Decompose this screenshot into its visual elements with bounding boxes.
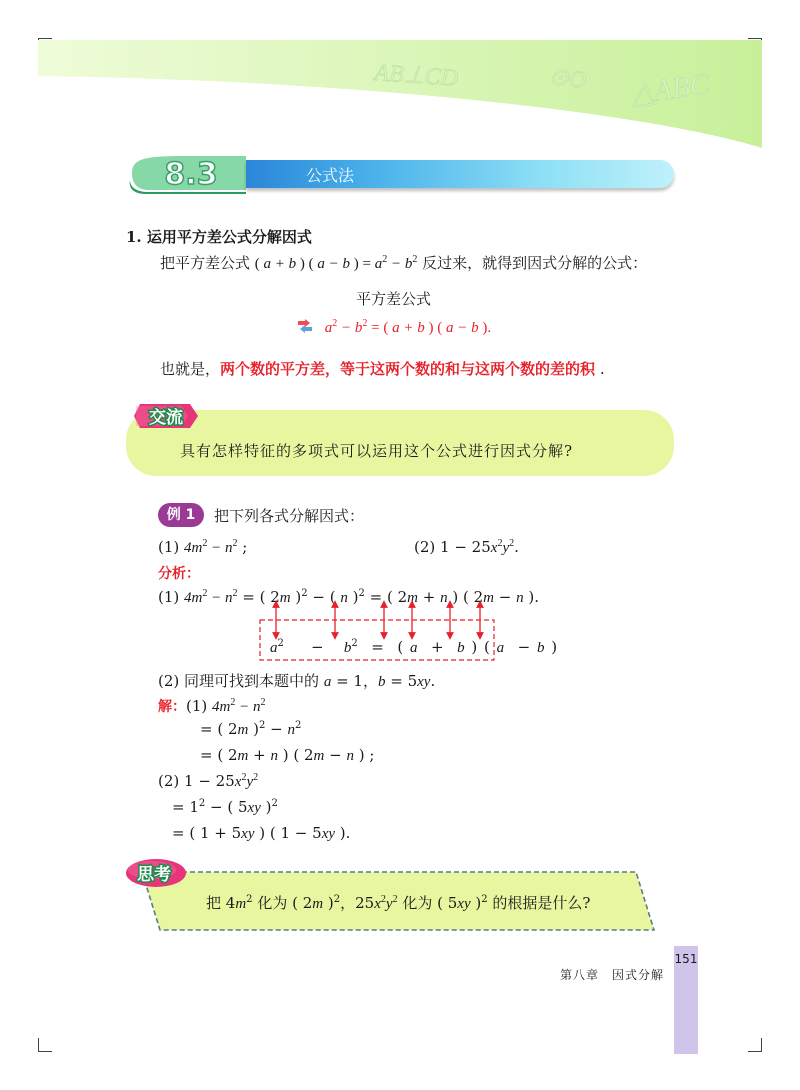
analysis-pattern-line: $a^2$ − $b^2$ = ( a + b ) ( a − b ) (270, 638, 558, 656)
discuss-tag-label: 交流 (149, 408, 183, 428)
think-mid-2: 化为 (402, 894, 433, 912)
think-question: 把 $4m^2$ 化为 ( 2m )$^2$，$25x^2y^2$ 化为 ( 5xy )$^2$ 的根据是什么? (206, 894, 591, 912)
analysis-line-2-text: 同理可找到本题中的 (184, 672, 320, 690)
think-pre: 把 (206, 894, 222, 912)
example-title: 把下列各式分解因式： (214, 507, 365, 525)
section-number-badge (128, 150, 246, 196)
intro-paragraph (160, 252, 647, 273)
crop-mark-bottom-left (38, 1038, 52, 1052)
example-part-1: (1) $4m^2 - n^2$ ; (158, 538, 248, 556)
solution-line-1: 解：(1) $4m^2 - n^2$ (158, 697, 266, 715)
analysis-label: 分析： (158, 566, 200, 582)
meaning-post: . (599, 360, 605, 378)
header-banner (38, 40, 762, 148)
discuss-tag (132, 400, 202, 432)
solution-line-2: = ( 2m )$^2 - n^2$ (200, 720, 302, 738)
page-number: 151 (674, 952, 698, 966)
solution-label: 解： (158, 699, 186, 715)
example-tag: 例 1 (158, 503, 204, 527)
think-tag-label: 思考 (137, 865, 171, 885)
difference-of-squares-formula: $a^2 - b^2$ = ( a + b ) ( a − b ). (296, 318, 491, 337)
section-number: 8.3 (164, 157, 218, 192)
think-mid-1: 化为 (257, 894, 288, 912)
solution-line-5: = $1^2$ − ( 5xy )$^2$ (172, 798, 278, 816)
formula-marker-icon (296, 319, 314, 333)
banner-text-perpendicular: AB⊥CD (373, 60, 459, 92)
intro-formula: ( a + b ) ( a − b ) = $a^2 - b^2$ (254, 254, 418, 272)
solution-line-6: = ( 1 + 5xy ) ( 1 − 5xy ). (172, 824, 351, 842)
crop-mark-bottom-right (748, 1038, 762, 1052)
analysis-line-2: (2) 同理可找到本题中的 a = 1，b = 5xy. (158, 672, 436, 690)
banner-text-circle: ⊙O (547, 64, 588, 94)
solution-line-4: (2) $1 - 25x^2y^2$ (158, 772, 259, 790)
example-part-2: (2) $1 - 25x^2y^2$. (414, 538, 519, 556)
formula-title: 平方差公式 (356, 290, 432, 308)
think-post: 的根据是什么? (492, 894, 591, 912)
intro-text-pre: 把平方差公式 (160, 254, 251, 272)
intro-text-post: 反过来，就得到因式分解的公式： (422, 254, 648, 272)
discuss-question: 具有怎样特征的多项式可以运用这个公式进行因式分解? (180, 442, 574, 460)
chapter-label: 第八章 因式分解 (560, 968, 665, 982)
think-tag (124, 856, 188, 890)
solution-line-3: = ( 2m + n ) ( 2m − n ) ; (200, 746, 375, 764)
analysis-line-1: (1) $4m^2 - n^2$ = ( 2m )$^2$ − ( n )$^2$ = ( 2m + n ) ( 2m − n ). (158, 588, 539, 606)
subsection-heading: 1. 运用平方差公式分解因式 (126, 228, 312, 246)
banner-text-triangle: △ABC (628, 67, 712, 111)
meaning-highlight: 两个数的平方差，等于这两个数的和与这两个数的差的积 (220, 360, 596, 378)
section-title: 公式法 (306, 166, 355, 185)
meaning-pre: 也就是， (160, 360, 221, 378)
meaning-paragraph (160, 358, 605, 379)
